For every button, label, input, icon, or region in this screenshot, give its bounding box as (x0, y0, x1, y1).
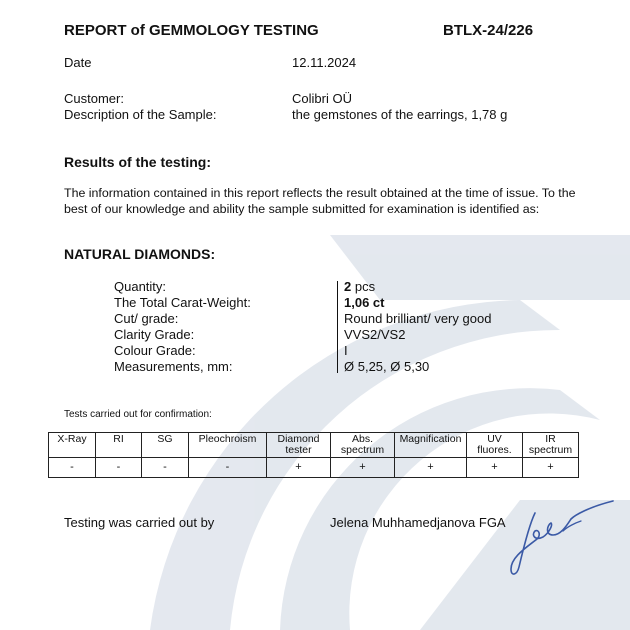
property-label: The Total Carat-Weight: (114, 295, 251, 310)
test-column-header: UV fluores. (467, 433, 523, 458)
property-label: Measurements, mm: (114, 359, 233, 374)
tester-name: Jelena Muhhamedjanova FGA (330, 515, 506, 530)
test-result: - (189, 458, 267, 478)
property-value-bold: 2 (344, 279, 352, 294)
description-value: the gemstones of the earrings, 1,78 g (292, 107, 508, 122)
results-heading: Results of the testing: (64, 154, 212, 170)
signature-image (505, 495, 620, 580)
property-label: Quantity: (114, 279, 167, 294)
property-value-text: Round brilliant/ very good (344, 311, 492, 326)
property-value (344, 343, 491, 359)
test-column-header: RI (96, 433, 142, 458)
testing-label: Testing was carried out by (64, 515, 215, 530)
test-result: - (96, 458, 142, 478)
date-value: 12.11.2024 (292, 55, 357, 70)
property-value-text: VVS2/VS2 (344, 327, 406, 342)
test-result: - (49, 458, 96, 478)
property-label: Cut/ grade: (114, 311, 179, 326)
test-result: + (395, 458, 467, 478)
property-value (344, 359, 491, 375)
property-value (344, 279, 491, 295)
property-value-bold: 1,06 ct (344, 295, 385, 310)
divider-line (337, 281, 338, 373)
test-column-header: Magnification (395, 433, 467, 458)
property-label: Clarity Grade: (114, 327, 195, 342)
test-column-header: X-Ray (49, 433, 96, 458)
report-number: BTLX-24/226 (443, 22, 534, 39)
date-label: Date (64, 55, 92, 70)
property-value (344, 295, 491, 311)
tests-caption: Tests carried out for confirmation: (64, 409, 212, 420)
test-result: + (267, 458, 331, 478)
description-label: Description of the Sample: (64, 107, 217, 122)
property-label: Colour Grade: (114, 343, 196, 358)
test-column-header: Pleochroism (189, 433, 267, 458)
test-column-header: Diamond tester (267, 433, 331, 458)
tests-result-row (49, 458, 579, 478)
property-value-text: I (344, 343, 348, 358)
test-result: + (523, 458, 579, 478)
tests-table (48, 432, 579, 478)
property-labels (114, 279, 251, 375)
test-result: + (467, 458, 523, 478)
identification-heading: NATURAL DIAMONDS: (64, 246, 216, 262)
report-title: REPORT of GEMMOLOGY TESTING (64, 22, 319, 39)
property-value-text: pcs (351, 279, 376, 294)
test-column-header: SG (142, 433, 189, 458)
customer-label: Customer: (64, 91, 124, 106)
results-text: The information contained in this report reflects the result obtained at the time of issue. To the best of our knowledge and ability the sample submitted for examination is identified as: (64, 186, 576, 216)
property-value (344, 327, 491, 343)
test-result: + (331, 458, 395, 478)
property-value-text: Ø 5,25, Ø 5,30 (344, 359, 430, 374)
customer-value: Colibri OÜ (292, 91, 352, 106)
property-values (344, 279, 491, 375)
property-value (344, 311, 491, 327)
test-column-header: IR spectrum (523, 433, 579, 458)
test-result: - (142, 458, 189, 478)
test-column-header: Abs. spectrum (331, 433, 395, 458)
tests-header-row (49, 433, 579, 458)
